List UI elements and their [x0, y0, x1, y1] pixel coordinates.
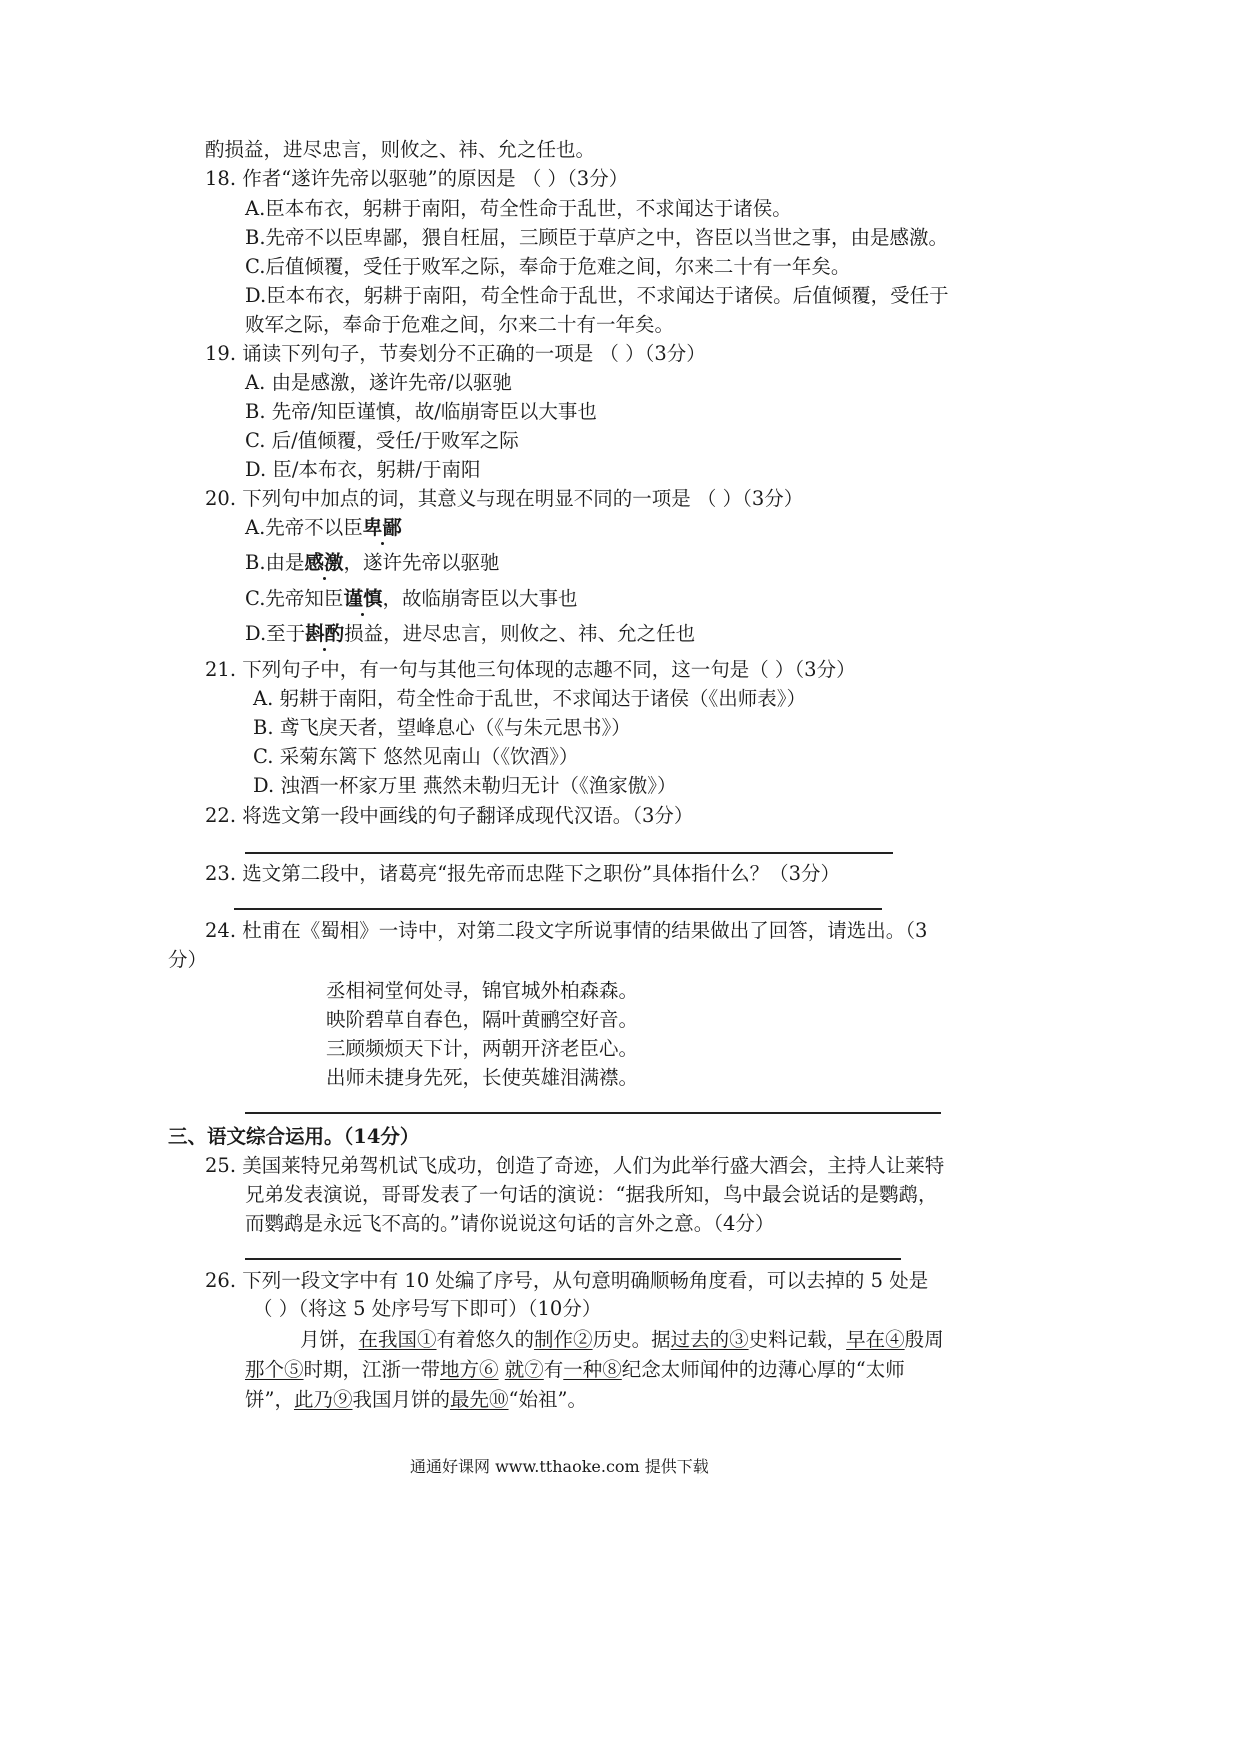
text-line: 酌损益，进尽忠言，则攸之、祎、允之任也。: [205, 138, 596, 161]
option-18b: B.先帝不以臣卑鄙，猥自枉屈，三顾臣于草庐之中，咨臣以当世之事，由是感激。: [245, 226, 949, 249]
option-21d: D. 浊酒一杯家万里 燕然未勒归无计（《渔家傲》）: [253, 774, 677, 797]
answer-line: [245, 852, 893, 854]
numbered-phrase: 最先⑩: [450, 1388, 509, 1411]
poem-line: 出师未捷身先死，长使英雄泪满襟。: [326, 1066, 639, 1089]
poem-line: 映阶碧草自春色，隔叶黄鹂空好音。: [326, 1008, 639, 1031]
option-18d: D.臣本布衣，躬耕于南阳，苟全性命于乱世，不求闻达于诸侯。后值倾覆，受任于: [245, 284, 949, 307]
option-text: C.先帝知臣: [245, 587, 344, 610]
option-19d: D. 臣/本布衣，躬耕/于南阳: [245, 458, 481, 481]
numbered-phrase: 一种⑧: [563, 1358, 622, 1381]
numbered-phrase: 此乃⑨: [293, 1388, 353, 1411]
question-18: 18. 作者“遂许先帝以驱驰”的原因是 （ ）（3分）: [205, 167, 629, 190]
question-25-cont: 兄弟发表演说，哥哥发表了一句话的演说：“据我所知，鸟中最会说话的是鹦鹉，: [245, 1183, 938, 1206]
option-19b: B. 先帝/知臣谨慎，故/临崩寄臣以大事也: [245, 400, 597, 423]
page-footer: 通通好课网 www.tthaoke.com 提供下载: [410, 1457, 709, 1476]
passage-text: 殷周: [904, 1328, 944, 1351]
option-21a: A. 躬耕于南阳，苟全性命于乱世，不求闻达于诸侯（《出师表》）: [253, 687, 806, 710]
option-20b: [245, 553, 500, 573]
question-22: 22. 将选文第一段中画线的句子翻译成现代汉语。（3分）: [205, 804, 694, 827]
option-18d-cont: 败军之际，奉命于危难之间，尔来二十有一年矣。: [245, 313, 675, 336]
emphasized-word: 卑鄙: [362, 516, 402, 539]
question-19: 19. 诵读下列句子，节奏划分不正确的一项是 （ ）（3分）: [205, 342, 706, 365]
question-23: 23. 选文第二段中，诸葛亮“报先帝而忠陛下之职份”具体指什么？（3分）: [205, 862, 841, 885]
option-text: 损益，进尽忠言，则攸之、祎、允之任也: [344, 622, 696, 645]
passage-text: 时期，江浙一带: [303, 1358, 441, 1381]
numbered-phrase: 那个⑤: [245, 1358, 304, 1381]
poem-line: 丞相祠堂何处寻，锦官城外柏森森。: [326, 979, 639, 1002]
question-20: 20. 下列句中加点的词，其意义与现在明显不同的一项是 （ ）（3分）: [205, 487, 804, 510]
emphasized-word: 感激: [304, 551, 344, 574]
question-26-cont: （ ）（将这 5 处序号写下即可）（10分）: [253, 1297, 602, 1320]
answer-line: [245, 1112, 941, 1114]
emphasized-word: 斟酌: [305, 622, 345, 645]
option-21c: C. 采菊东篱下 悠然见南山（《饮酒》）: [253, 745, 579, 768]
answer-line: [245, 1258, 901, 1260]
passage-text: 纪念太师闻仲的边薄心厚的“太师: [621, 1358, 905, 1381]
passage-text: 史料记载，: [748, 1328, 847, 1351]
emphasized-word: 谨慎: [343, 587, 383, 610]
passage-text: 我国月饼的: [352, 1388, 451, 1411]
question-24-cont: 分）: [168, 948, 208, 971]
option-20c: [245, 589, 577, 609]
poem-line: 三顾频烦天下计，两朝开济老臣心。: [326, 1037, 639, 1060]
question-24: 24. 杜甫在《蜀相》一诗中，对第二段文字所说事情的结果做出了回答，请选出。（3: [205, 919, 928, 942]
option-text: A.先帝不以臣: [245, 516, 363, 539]
passage-text: 有着悠久的: [436, 1328, 535, 1351]
answer-line: [234, 908, 882, 910]
option-21b: B. 鸢飞戾天者，望峰息心（《与朱元思书》）: [253, 716, 631, 739]
numbered-phrase: 地方⑥: [440, 1358, 499, 1381]
question-26: 26. 下列一段文字中有 10 处编了序号，从句意明确顺畅角度看，可以去掉的 5 处是: [205, 1269, 929, 1292]
question-25: 25. 美国莱特兄弟驾机试飞成功，创造了奇迹，人们为此举行盛大酒会，主持人让莱特: [205, 1154, 945, 1177]
numbered-phrase: 就⑦: [504, 1358, 544, 1381]
option-18a: A.臣本布衣，躬耕于南阳，苟全性命于乱世，不求闻达于诸侯。: [245, 197, 792, 220]
numbered-phrase: 制作②: [534, 1328, 593, 1351]
numbered-phrase: 过去的③: [670, 1328, 749, 1351]
question-21: 21. 下列句子中，有一句与其他三句体现的志趣不同，这一句是（ ）（3分）: [205, 658, 856, 681]
question-25-cont: 而鹦鹉是永远飞不高的。”请你说说这句话的言外之意。（4分）: [245, 1212, 775, 1235]
numbered-phrase: 早在④: [846, 1328, 905, 1351]
option-19c: C. 后/值倾覆，受任/于败军之际: [245, 429, 519, 452]
passage-text: 历史。据: [592, 1328, 671, 1351]
passage-text: “始祖”。: [508, 1388, 587, 1411]
passage-line: [245, 1390, 587, 1410]
option-text: D.至于: [245, 622, 306, 645]
option-19a: A. 由是感激，遂许先帝/以驱驰: [245, 371, 513, 394]
passage-line: [245, 1360, 905, 1380]
option-text: B.由是: [245, 551, 305, 574]
numbered-phrase: 在我国①: [358, 1328, 437, 1351]
option-20d: [245, 624, 695, 644]
passage-text: 有: [543, 1358, 564, 1381]
option-18c: C.后值倾覆，受任于败军之际，奉命于危难之间，尔来二十有一年矣。: [245, 255, 851, 278]
passage-text: 月饼，: [300, 1328, 359, 1351]
option-20a: [245, 518, 402, 538]
option-text: ，遂许先帝以驱驰: [343, 551, 500, 574]
section-heading: 三、语文综合运用。（14分）: [168, 1125, 420, 1148]
option-text: ，故临崩寄臣以大事也: [382, 587, 578, 610]
passage-line: [300, 1330, 944, 1350]
passage-text: 饼”，: [245, 1388, 294, 1411]
